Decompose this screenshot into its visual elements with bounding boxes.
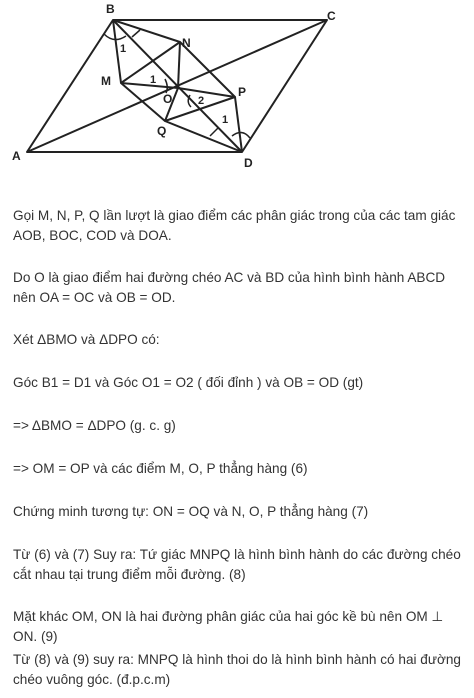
label-m: M <box>101 74 111 88</box>
geometry-figure <box>0 0 474 180</box>
label-d: D <box>244 156 253 170</box>
segment-dp <box>235 97 242 152</box>
paragraph-4: Góc B1 = D1 và Góc O1 = O2 ( đối đỉnh ) và OB = OD (gt) <box>13 375 364 390</box>
paragraph-10: Từ (8) và (9) suy ra: MNPQ là hình thoi do là hình bình hành có hai đường chéo vuông góc. (đ.p.c.m) <box>13 652 461 687</box>
paragraph-9: Mặt khác OM, ON là hai đường phân giác của hai góc kề bù nên OM ⊥ ON. (9) <box>13 609 444 644</box>
tick-d <box>210 128 218 136</box>
label-a: A <box>12 149 21 163</box>
label-n: N <box>182 36 191 50</box>
label-p: P <box>238 85 247 99</box>
angle-label-o1: 1 <box>150 74 157 86</box>
label-q: Q <box>157 124 167 138</box>
label-c: C <box>327 9 336 23</box>
segment-dq <box>165 121 242 152</box>
angle-label-o2: 2 <box>198 95 205 107</box>
label-o: O <box>163 92 173 106</box>
paragraph-6: => OM = OP và các điểm M, O, P thẳng hàng (6) <box>13 461 308 476</box>
paragraph-7: Chứng minh tương tự: ON = OQ và N, O, P thẳng hàng (7) <box>13 504 369 519</box>
paragraph-2: Do O là giao điểm hai đường chéo AC và BD của hình bình hành ABCD nên OA = OC và OB = OD. <box>13 270 446 305</box>
segment-no <box>178 42 180 88</box>
label-b: B <box>106 2 115 16</box>
angle-label-b1: 1 <box>120 43 127 55</box>
angle-arc-o2 <box>188 95 191 107</box>
tick-b <box>132 30 140 37</box>
paragraph-1: Gọi M, N, P, Q lần lượt là giao điểm các phân giác trong của các tam giác AOB, BOC, COD và DOA. <box>13 208 456 243</box>
paragraph-5: => ΔBMO = ΔDPO (g. c. g) <box>13 418 176 433</box>
angle-label-d1: 1 <box>222 114 229 126</box>
paragraph-8: Từ (6) và (7) Suy ra: Tứ giác MNPQ là hình bình hành do các đường chéo cắt nhau tại trung điểm mỗi đường. (8) <box>13 547 461 582</box>
paragraph-3: Xét ΔBMO và ΔDPO có: <box>13 332 160 347</box>
